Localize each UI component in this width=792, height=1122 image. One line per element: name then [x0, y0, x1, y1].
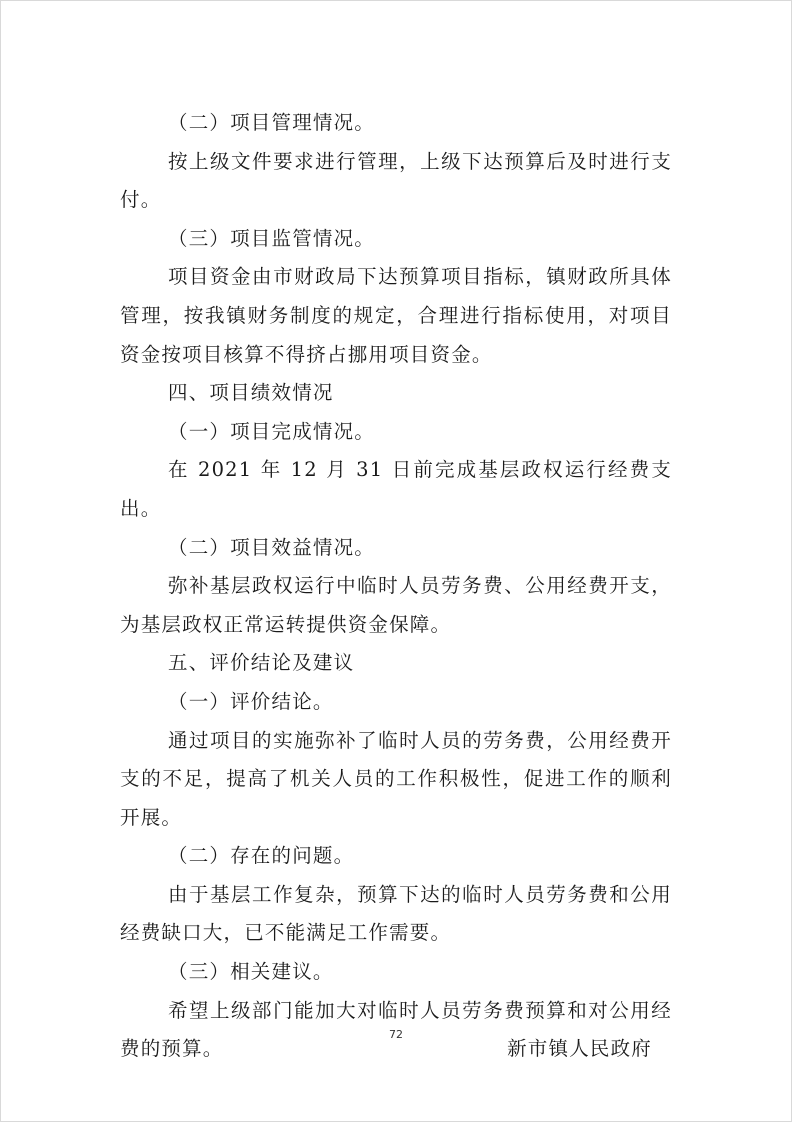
body-paragraph: 由于基层工作复杂，预算下达的临时人员劳务费和公用经费缺口大，已不能满足工作需要。 — [120, 882, 672, 945]
body-paragraph: 希望上级部门能加大对临时人员劳务费预算和对公用经费的预算。 — [120, 998, 672, 1061]
page-number: 72 — [389, 1028, 403, 1041]
document-body — [120, 104, 672, 1069]
section-heading: （二）项目效益情况。 — [168, 535, 376, 559]
section-heading: （二）项目管理情况。 — [168, 111, 376, 134]
section-heading: （三）相关建议。 — [168, 960, 334, 984]
body-paragraph: 在 2021 年 12 月 31 日前完成基层政权运行经费支出。 — [120, 458, 672, 520]
body-paragraph: 弥补基层政权运行中临时人员劳务费、公用经费开支，为基层政权正常运转提供资金保障。 — [120, 574, 672, 636]
section-heading: （三）项目监管情况。 — [168, 226, 376, 250]
body-paragraph: 项目资金由市财政局下达预算项目指标，镇财政所具体管理，按我镇财务制度的规定，合理进行指标使用，对项目资金按项目核算不得挤占挪用项目资金。 — [120, 265, 672, 366]
chapter-heading: 四、项目绩效情况 — [168, 381, 334, 405]
body-paragraph: 按上级文件要求进行管理，上级下达预算后及时进行支付。 — [120, 149, 672, 212]
section-heading: （一）评价结论。 — [168, 689, 334, 713]
section-heading: （二）存在的问题。 — [168, 844, 355, 868]
signature-org: 新市镇人民政府 — [507, 1037, 652, 1061]
section-heading: （一）项目完成情况。 — [168, 419, 376, 443]
body-paragraph: 通过项目的实施弥补了临时人员的劳务费，公用经费开支的不足，提高了机关人员的工作积极性，促进工作的顺利开展。 — [120, 728, 672, 829]
chapter-heading: 五、评价结论及建议 — [168, 651, 355, 675]
